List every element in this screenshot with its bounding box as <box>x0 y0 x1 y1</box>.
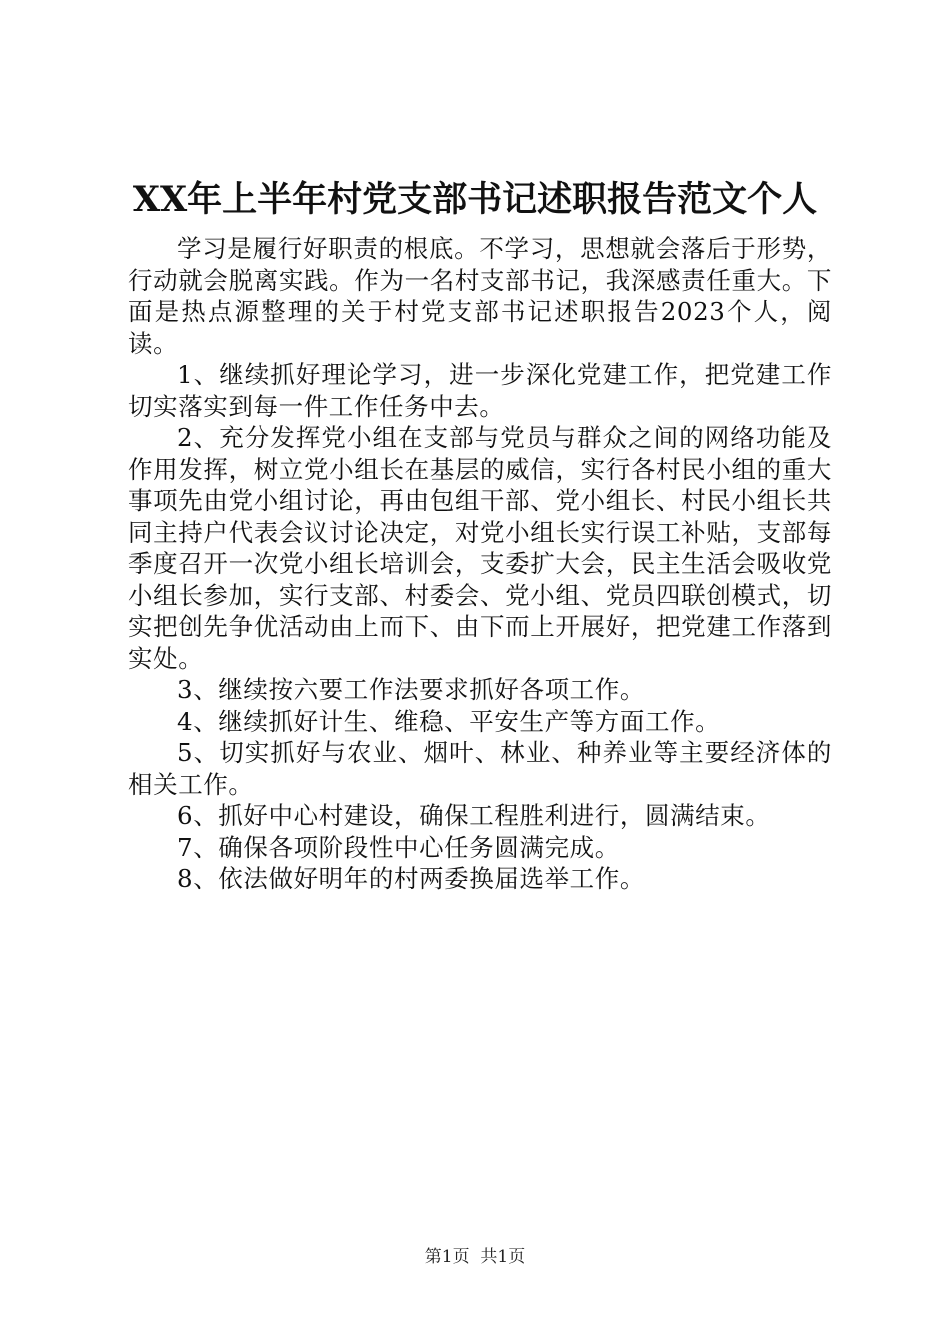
page-number: 第1页 <box>424 1247 470 1267</box>
document-title: XX年上半年村党支部书记述职报告范文个人 <box>132 179 818 220</box>
item-paragraph-5: 5、切实抓好与农业、烟叶、林业、种养业等主要经济体的相关工作。 <box>128 738 832 799</box>
item-paragraph-6: 6、抓好中心村建设，确保工程胜利进行，圆满结束。 <box>177 801 771 830</box>
intro-paragraph: 学习是履行好职责的根底。不学习，思想就会落后于形势，行动就会脱离实践。作为一名村支部书记，我深感责任重大。下面是热点源整理的关于村党支部书记述职报告2023个人，阅读。 <box>128 234 832 358</box>
item-paragraph-7: 7、确保各项阶段性中心任务圆满完成。 <box>177 832 620 862</box>
item-paragraph-2: 2、充分发挥党小组在支部与党员与群众之间的网络功能及作用发挥，树立党小组长在基层的威信，实行各村民小组的重大事项先由党小组讨论，再由包组干部、党小组长、村民小组长共同主持户代表会议讨论决定，对党小组长实行误工补贴，支部每季度召开一次党小组长培训会，支委扩大会，民主生活会吸收党小组长参加，实行支部、村委会、党小组、党员四联创模式，切实把创先争优活动由上而下、由下而上开展好，把党建工作落到实处。 <box>128 423 832 673</box>
item-paragraph-3: 3、继续按六要工作法要求抓好各项工作。 <box>177 675 645 704</box>
document-body <box>128 233 832 895</box>
item-paragraph-1: 1、继续抓好理论学习，进一步深化党建工作，把党建工作切实落实到每一件工作任务中去。 <box>128 360 832 421</box>
item-paragraph-8: 8、依法做好明年的村两委换届选举工作。 <box>177 864 645 893</box>
page-footer <box>0 1246 950 1268</box>
item-paragraph-4: 4、继续抓好计生、维稳、平安生产等方面工作。 <box>177 706 721 736</box>
page-total: 共1页 <box>480 1247 526 1267</box>
